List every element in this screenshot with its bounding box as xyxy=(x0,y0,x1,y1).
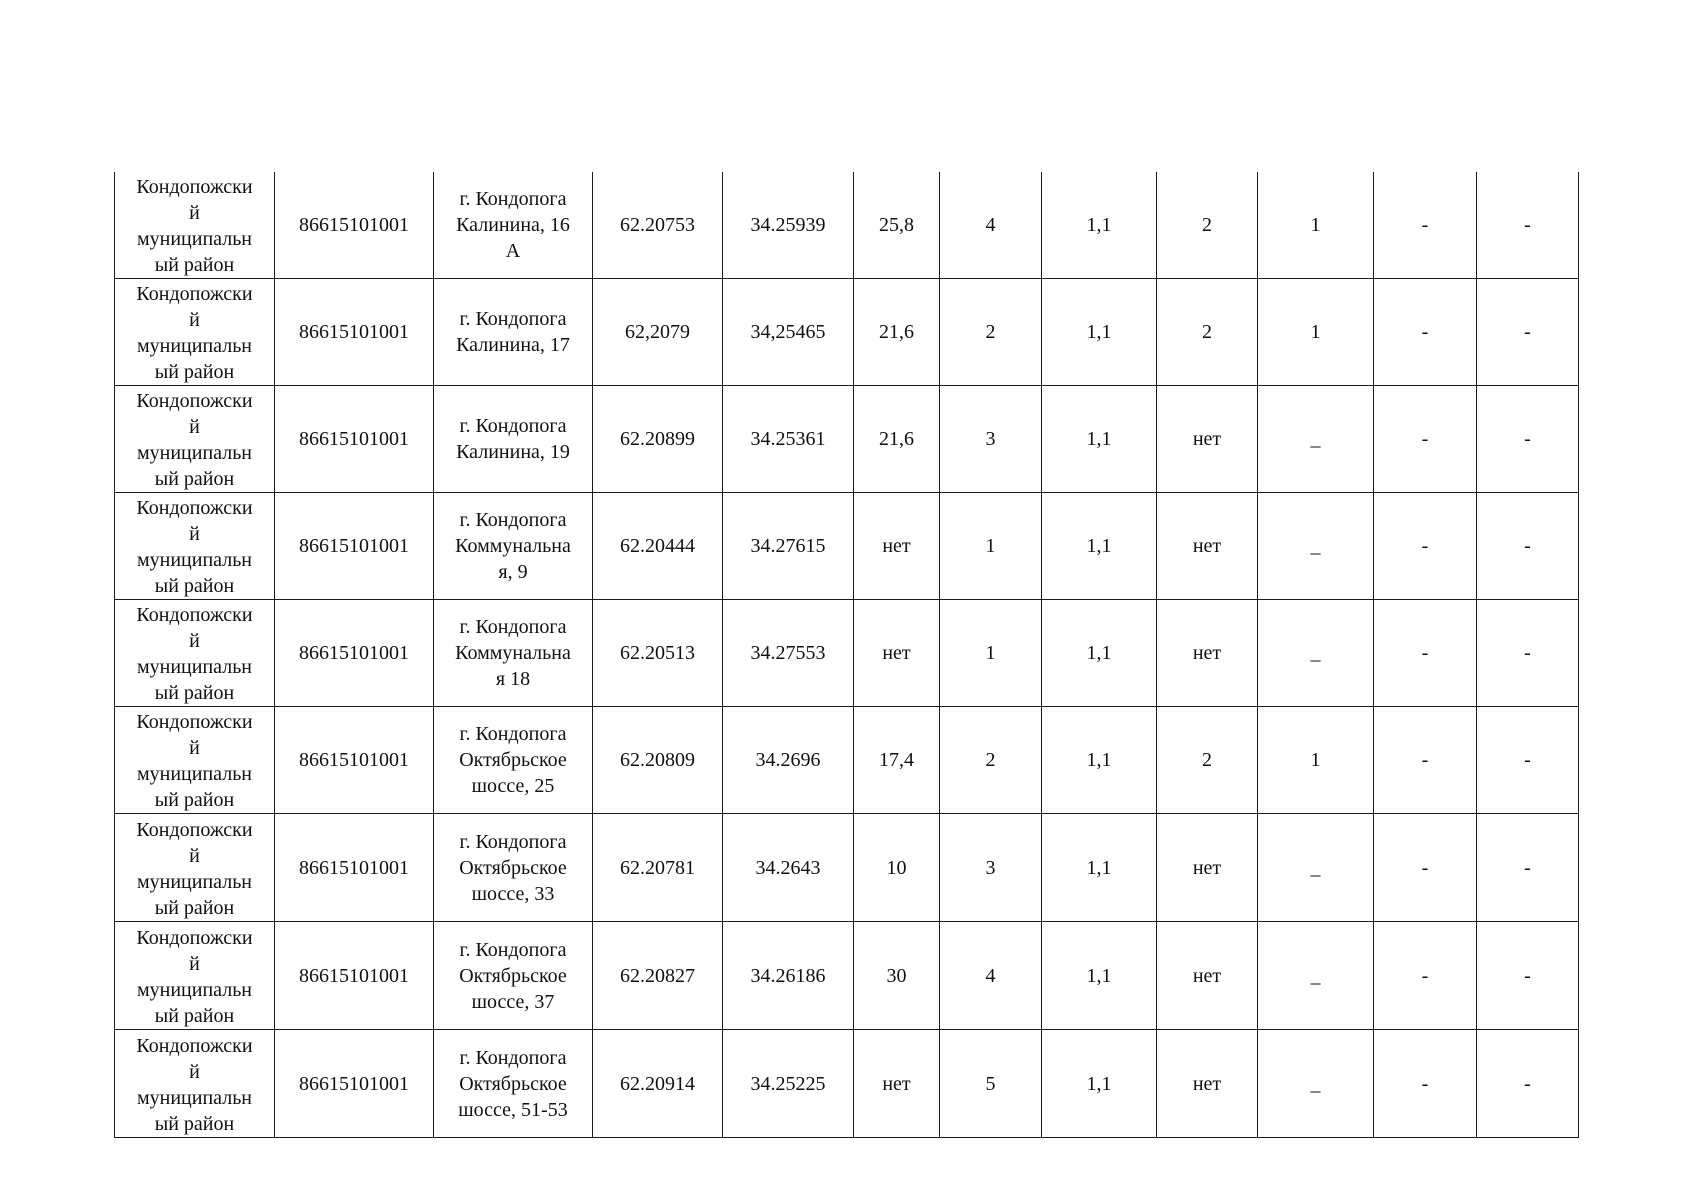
district-line: муниципальн xyxy=(136,978,253,1001)
column-9-cell: нет xyxy=(1157,922,1258,1030)
longitude-cell: 34.25225 xyxy=(723,1030,854,1138)
district-line: й xyxy=(189,1060,200,1083)
container-count-cell: 3 xyxy=(940,386,1042,493)
column-9-cell: 2 xyxy=(1157,707,1258,814)
oktmo-cell: 86615101001 xyxy=(275,707,434,814)
container-volume-cell: 1,1 xyxy=(1042,707,1157,814)
column-10-cell: _ xyxy=(1258,814,1374,922)
column-11-cell: - xyxy=(1374,922,1477,1030)
column-10-cell: _ xyxy=(1258,386,1374,493)
longitude-cell: 34.26186 xyxy=(723,922,854,1030)
address-cell xyxy=(434,814,593,922)
oktmo-cell: 86615101001 xyxy=(275,172,434,279)
container-volume-cell: 1,1 xyxy=(1042,1030,1157,1138)
column-10-cell: 1 xyxy=(1258,279,1374,386)
column-9-cell: нет xyxy=(1157,600,1258,707)
area-cell: 21,6 xyxy=(854,386,940,493)
column-10-cell: _ xyxy=(1258,1030,1374,1138)
area-cell: 17,4 xyxy=(854,707,940,814)
address-line: г. Кондопога xyxy=(459,415,567,437)
address-line: г. Кондопога xyxy=(459,938,567,961)
address-line: г. Кондопога xyxy=(459,723,567,745)
container-count-cell: 4 xyxy=(940,172,1042,279)
address-line: Калинина, 17 xyxy=(456,334,570,356)
oktmo-cell: 86615101001 xyxy=(275,814,434,922)
container-volume-cell: 1,1 xyxy=(1042,279,1157,386)
district-line: й xyxy=(189,416,200,438)
column-9-cell: нет xyxy=(1157,1030,1258,1138)
latitude-cell: 62.20753 xyxy=(593,172,723,279)
district-line: муниципальн xyxy=(136,1086,253,1109)
oktmo-cell: 86615101001 xyxy=(275,279,434,386)
district-line: й xyxy=(189,202,200,224)
address-cell xyxy=(434,600,593,707)
address-cell xyxy=(434,1030,593,1138)
latitude-cell: 62.20781 xyxy=(593,814,723,922)
oktmo-cell: 86615101001 xyxy=(275,600,434,707)
latitude-cell: 62.20914 xyxy=(593,1030,723,1138)
address-cell xyxy=(434,707,593,814)
address-line: Октябрьское xyxy=(459,1072,567,1095)
containers-table xyxy=(114,172,1579,1138)
column-10-cell: 1 xyxy=(1258,707,1374,814)
oktmo-cell: 86615101001 xyxy=(275,1030,434,1138)
address-line: Калинина, 16 xyxy=(456,214,570,236)
district-line: Кондопожски xyxy=(136,283,253,305)
container-count-cell: 2 xyxy=(940,279,1042,386)
district-line: Кондопожски xyxy=(136,711,253,733)
container-volume-cell: 1,1 xyxy=(1042,493,1157,600)
container-count-cell: 5 xyxy=(940,1030,1042,1138)
column-9-cell: нет xyxy=(1157,493,1258,600)
district-line: Кондопожски xyxy=(136,497,253,519)
latitude-cell: 62.20809 xyxy=(593,707,723,814)
address-line: шоссе, 33 xyxy=(471,882,555,905)
column-12-cell: - xyxy=(1477,386,1579,493)
district-cell xyxy=(115,707,275,814)
district-line: муниципальн xyxy=(136,870,253,893)
container-volume-cell: 1,1 xyxy=(1042,814,1157,922)
area-cell: нет xyxy=(854,1030,940,1138)
latitude-cell: 62.20899 xyxy=(593,386,723,493)
container-volume-cell: 1,1 xyxy=(1042,922,1157,1030)
address-line: я, 9 xyxy=(498,561,528,583)
district-line: Кондопожски xyxy=(136,1034,253,1057)
column-10-cell: 1 xyxy=(1258,172,1374,279)
district-line: муниципальн xyxy=(136,656,253,678)
table-row xyxy=(115,814,1579,922)
address-line: Октябрьское xyxy=(459,964,567,987)
oktmo-cell: 86615101001 xyxy=(275,922,434,1030)
address-line: Коммунальна xyxy=(455,642,571,664)
address-line: Калинина, 19 xyxy=(456,441,570,463)
district-line: Кондопожски xyxy=(136,390,253,412)
column-9-cell: нет xyxy=(1157,814,1258,922)
district-line: ый район xyxy=(154,254,235,276)
container-volume-cell: 1,1 xyxy=(1042,600,1157,707)
column-11-cell: - xyxy=(1374,493,1477,600)
address-cell xyxy=(434,922,593,1030)
district-line: ый район xyxy=(154,896,235,919)
district-cell xyxy=(115,493,275,600)
column-12-cell: - xyxy=(1477,600,1579,707)
container-volume-cell: 1,1 xyxy=(1042,172,1157,279)
longitude-cell: 34.2696 xyxy=(723,707,854,814)
area-cell: нет xyxy=(854,600,940,707)
longitude-cell: 34.27615 xyxy=(723,493,854,600)
address-line: г. Кондопога xyxy=(459,616,567,638)
address-line: А xyxy=(505,240,521,262)
column-11-cell: - xyxy=(1374,172,1477,279)
oktmo-cell: 86615101001 xyxy=(275,386,434,493)
address-cell xyxy=(434,493,593,600)
column-12-cell: - xyxy=(1477,922,1579,1030)
address-line: Октябрьское xyxy=(459,856,567,879)
district-line: муниципальн xyxy=(136,228,253,250)
column-11-cell: - xyxy=(1374,1030,1477,1138)
latitude-cell: 62.20444 xyxy=(593,493,723,600)
column-9-cell: 2 xyxy=(1157,279,1258,386)
column-10-cell: _ xyxy=(1258,922,1374,1030)
district-line: й xyxy=(189,309,200,331)
column-12-cell: - xyxy=(1477,707,1579,814)
district-cell xyxy=(115,1030,275,1138)
address-cell xyxy=(434,172,593,279)
area-cell: 30 xyxy=(854,922,940,1030)
address-line: г. Кондопога xyxy=(459,509,567,531)
column-12-cell: - xyxy=(1477,493,1579,600)
district-line: Кондопожски xyxy=(136,176,253,198)
container-count-cell: 1 xyxy=(940,600,1042,707)
table-row xyxy=(115,707,1579,814)
district-line: ый район xyxy=(154,361,235,383)
table-row xyxy=(115,386,1579,493)
address-line: г. Кондопога xyxy=(459,830,567,853)
district-cell xyxy=(115,279,275,386)
district-line: й xyxy=(189,737,200,759)
district-line: й xyxy=(189,523,200,545)
address-line: шоссе, 37 xyxy=(471,990,555,1013)
container-count-cell: 2 xyxy=(940,707,1042,814)
container-volume-cell: 1,1 xyxy=(1042,386,1157,493)
column-11-cell: - xyxy=(1374,707,1477,814)
address-line: г. Кондопога xyxy=(459,308,567,330)
address-line: г. Кондопога xyxy=(459,1046,567,1069)
area-cell: 25,8 xyxy=(854,172,940,279)
container-count-cell: 1 xyxy=(940,493,1042,600)
table-row xyxy=(115,922,1579,1030)
address-line: Коммунальна xyxy=(455,535,571,557)
longitude-cell: 34,25465 xyxy=(723,279,854,386)
area-cell: нет xyxy=(854,493,940,600)
district-cell xyxy=(115,922,275,1030)
container-count-cell: 4 xyxy=(940,922,1042,1030)
district-line: ый район xyxy=(154,575,235,597)
address-cell xyxy=(434,386,593,493)
column-9-cell: 2 xyxy=(1157,172,1258,279)
column-11-cell: - xyxy=(1374,279,1477,386)
column-9-cell: нет xyxy=(1157,386,1258,493)
district-line: ый район xyxy=(154,1004,235,1027)
column-12-cell: - xyxy=(1477,1030,1579,1138)
longitude-cell: 34.27553 xyxy=(723,600,854,707)
area-cell: 10 xyxy=(854,814,940,922)
table-row xyxy=(115,600,1579,707)
latitude-cell: 62.20513 xyxy=(593,600,723,707)
column-12-cell: - xyxy=(1477,279,1579,386)
district-line: й xyxy=(189,630,200,652)
column-12-cell: - xyxy=(1477,814,1579,922)
column-11-cell: - xyxy=(1374,386,1477,493)
oktmo-cell: 86615101001 xyxy=(275,493,434,600)
district-line: й xyxy=(189,952,200,975)
address-line: шоссе, 25 xyxy=(471,775,555,797)
address-line: я 18 xyxy=(495,668,531,690)
district-line: ый район xyxy=(154,789,235,811)
longitude-cell: 34.25361 xyxy=(723,386,854,493)
latitude-cell: 62.20827 xyxy=(593,922,723,1030)
district-line: ый район xyxy=(154,682,235,704)
column-10-cell: _ xyxy=(1258,493,1374,600)
longitude-cell: 34.25939 xyxy=(723,172,854,279)
longitude-cell: 34.2643 xyxy=(723,814,854,922)
district-line: муниципальн xyxy=(136,335,253,357)
district-cell xyxy=(115,814,275,922)
column-11-cell: - xyxy=(1374,600,1477,707)
address-line: шоссе, 51-53 xyxy=(458,1098,568,1121)
table-row xyxy=(115,279,1579,386)
latitude-cell: 62,2079 xyxy=(593,279,723,386)
table-row xyxy=(115,172,1579,279)
district-cell xyxy=(115,386,275,493)
district-line: Кондопожски xyxy=(136,818,253,841)
area-cell: 21,6 xyxy=(854,279,940,386)
address-line: Октябрьское xyxy=(459,749,567,771)
column-11-cell: - xyxy=(1374,814,1477,922)
district-cell xyxy=(115,172,275,279)
address-cell xyxy=(434,279,593,386)
container-count-cell: 3 xyxy=(940,814,1042,922)
table-row xyxy=(115,1030,1579,1138)
district-line: ый район xyxy=(154,468,235,490)
district-cell xyxy=(115,600,275,707)
district-line: й xyxy=(189,844,200,867)
district-line: муниципальн xyxy=(136,763,253,785)
column-12-cell: - xyxy=(1477,172,1579,279)
table-row xyxy=(115,493,1579,600)
address-line: г. Кондопога xyxy=(459,188,567,210)
district-line: Кондопожски xyxy=(136,926,253,949)
district-line: муниципальн xyxy=(136,442,253,464)
district-line: Кондопожски xyxy=(136,604,253,626)
district-line: муниципальн xyxy=(136,549,253,571)
column-10-cell: _ xyxy=(1258,600,1374,707)
district-line: ый район xyxy=(154,1112,235,1135)
